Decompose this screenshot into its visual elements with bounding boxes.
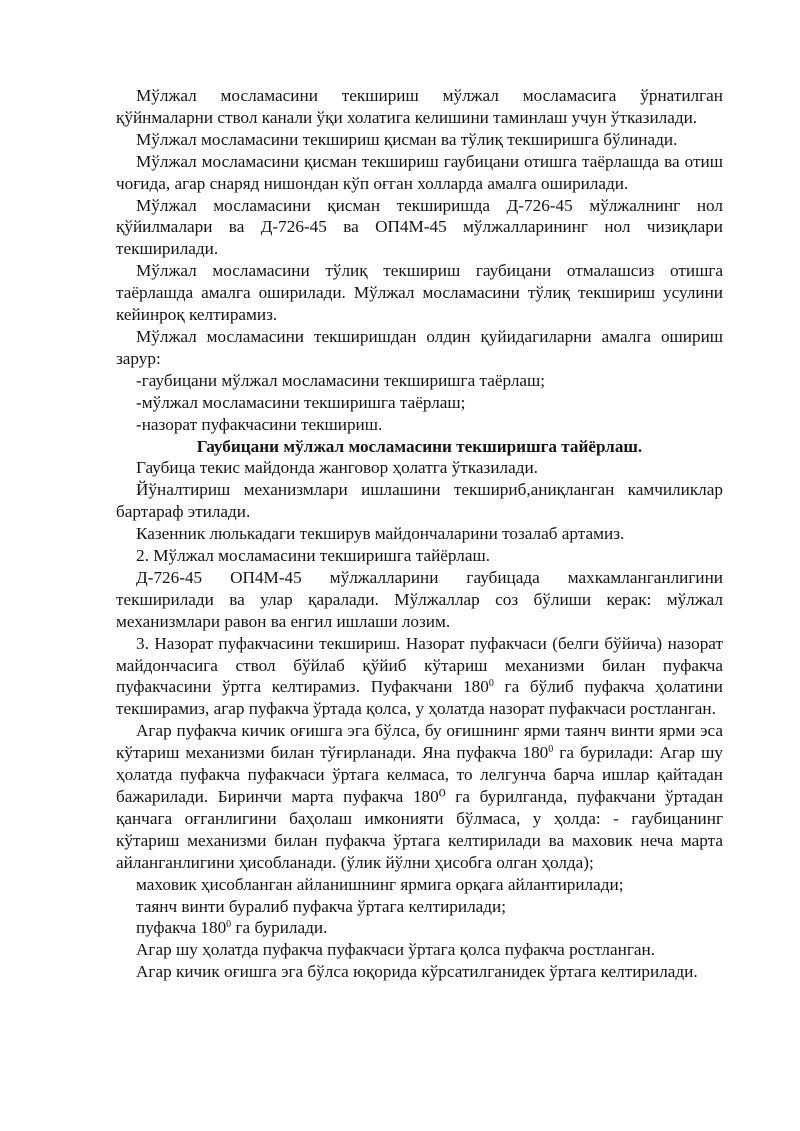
- paragraph-14: Агар кичик оғишга эга бўлса юқорида кўрсатилганидек ўртага келтирилади.: [136, 962, 698, 982]
- list-item-5: таянч винти буралиб пуфакча ўртага келтирилади;: [136, 896, 506, 916]
- paragraph-12: Агар пуфакча кичик оғишга эга бўлса, бу оғишнинг ярми таянч винти ярми эса кўтариш механизми билан тўғирланади. Яна пуфакча $180^0$ га бурилади: Агар шу ҳолатда пуфакча пуфакчаси ўртага келмаса, то лелгунча барча ишлар қайтадан бажарилади. Биринчи марта пуфакча 180⁰ га бурилганда, пуфакчани ўртадан қанчага оғганлигини баҳолаш имконияти бўлмаса, у ҳолда: - гаубицанинг кўтариш механизми билан пуфакча ўртага келтирилади ва маховик неча марта айланганлигини ҳисобланади. (ўлик йўлни ҳисобга олган ҳолда);: [116, 721, 723, 872]
- paragraph-8: Йўналтириш механизмлари ишлашини текшириб,аниқланган камчиликлар бартараф этилади.: [116, 480, 723, 522]
- paragraph-5: Мўлжал мосламасини тўлиқ текшириш гаубицани отмалашсиз отишга таёрлашда амалга оширилади. Мўлжал мосламасини тўлиқ текшириш усулини кейинроқ келтирамиз.: [116, 261, 723, 325]
- section-heading: Гаубицани мўлжал мосламасини текширишга тайёрлаш.: [196, 436, 643, 456]
- paragraph-3: Мўлжал мосламасини қисман текшириш гаубицани отишга таёрлашда ва отиш чоғида, агар снаряд нишондан кўп оғган холларда амалга оширилади.: [116, 151, 723, 193]
- paragraph-6: Мўлжал мосламасини текширишдан олдин қуйидагиларни амалга ошириш зарур:: [116, 326, 723, 368]
- paragraph-7: Гаубица текис майдонда жанговор ҳолатга ўтказилади.: [136, 458, 538, 478]
- list-item-4: маховик ҳисобланган айланишнинг ярмига орқага айлантирилади;: [136, 874, 624, 894]
- paragraph-2: Мўлжал мосламасини текшириш қисман ва тўлиқ текширишга бўлинади.: [136, 129, 678, 149]
- paragraph-13: Агар шу ҳолатда пуфакча пуфакчаси ўртага қолса пуфакча ростланган.: [136, 940, 655, 960]
- list-item-2: -мўлжал мосламасини текширишга таёрлаш;: [136, 392, 466, 412]
- paragraph-9: Казенник люлькадаги текширув майдончаларини тозалаб артамиз.: [136, 524, 625, 544]
- paragraph-11: 3. Назорат пуфакчасини текшириш. Назорат пуфакчаси (белги бўйича) назорат майдончасига ствол бўйлаб қўйиб кўтариш механизми билан пуфакча пуфакчасини ўртга келтирамиз. Пуфакчани $180^0$ га бўлиб пуфакча ҳолатини текширамиз, агар пуфакча ўртада қолса, у ҳолатда назорат пуфакчаси ростланган.: [116, 633, 723, 719]
- list-item-1: -гаубицани мўлжал мосламасини текширишга таёрлаш;: [136, 370, 546, 390]
- paragraph-4: Мўлжал мосламасини қисман текширишда Д-726-45 мўлжалнинг нол қўйилмалари ва Д-726-45 ва ОП4М-45 мўлжалларининг нол чизиқлари текширилади.: [116, 195, 723, 259]
- document-body: [116, 85, 723, 983]
- list-item-3: -назорат пуфакчасини текшириш.: [136, 414, 383, 434]
- paragraph-1: Мўлжал мосламасини текшириш мўлжал мосламасига ўрнатилган қўйнмаларни ствол канали ўқи холатига келишини таминлаш учун ўтказилади.: [116, 86, 723, 127]
- subsection-2-title: 2. Мўлжал мосламасини текширишга тайёрлаш.: [136, 546, 491, 566]
- paragraph-10: Д-726-45 ОП4М-45 мўлжалларини гаубицада махкамланганлигини текширилади ва улар қаралади. Мўлжаллар соз бўлиши керак: мўлжал механизмлари равон ва енгил ишлаши лозим.: [116, 567, 723, 631]
- list-item-6: пуфакча $180^0$ га бурилади.: [136, 918, 328, 938]
